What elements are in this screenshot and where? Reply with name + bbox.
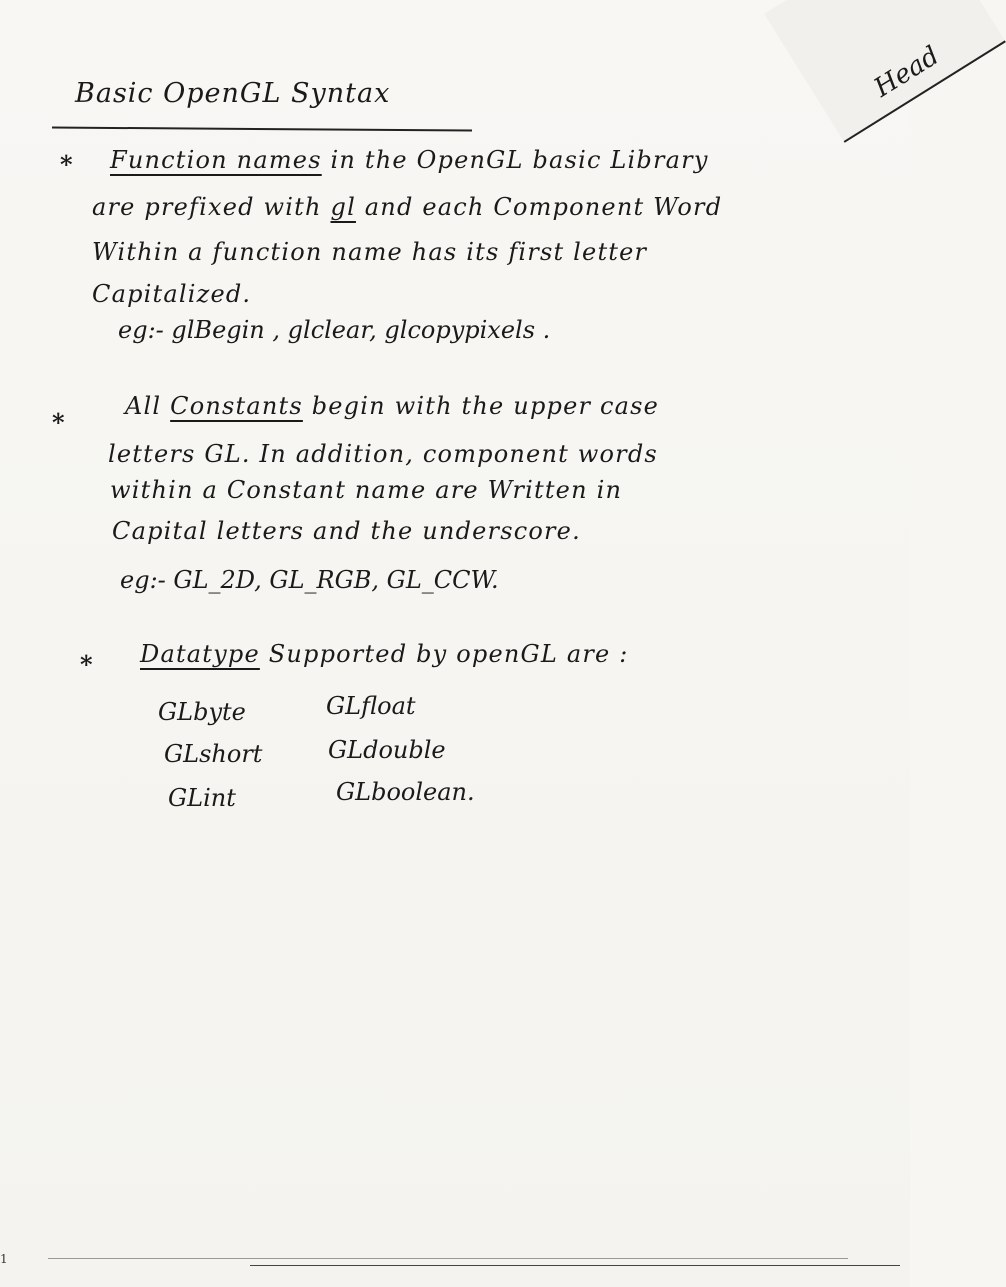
underlined-term: Constants [170, 392, 303, 420]
example-line: eg:- GL_2D, GL_RGB, GL_CCW. [120, 566, 499, 594]
note-line: Within a function name has its first letter [92, 238, 648, 266]
page-title: Basic OpenGL Syntax [75, 78, 391, 109]
note-line: Datatype Supported by openGL are : [140, 640, 629, 668]
corner-label: Head [869, 40, 945, 104]
note-line: All Constants begin with the upper case [125, 392, 660, 420]
title-underline [52, 127, 472, 132]
note-line: within a Constant name are Written in [110, 476, 623, 504]
note-line: Function names in the OpenGL basic Library [110, 146, 709, 174]
datatype-item: GLdouble [328, 736, 446, 764]
datatype-item: GLbyte [158, 698, 246, 726]
bullet-marker: * [80, 650, 93, 679]
datatype-item: GLshort [164, 740, 263, 768]
underlined-term: Function names [110, 146, 322, 174]
note-line: are prefixed with gl and each Component Word [92, 193, 723, 221]
bullet-marker: * [60, 150, 73, 179]
datatype-item: GLfloat [326, 692, 416, 720]
note-line: letters GL. In addition, component words [108, 440, 658, 468]
underlined-term: gl [330, 193, 356, 221]
bullet-marker: * [52, 408, 65, 437]
note-line: Capital letters and the underscore. [112, 517, 581, 545]
example-line: eg:- glBegin , glclear, glcopypixels . [118, 316, 551, 344]
underlined-term: Datatype [140, 640, 260, 668]
page-bottom-rule [250, 1265, 900, 1266]
page-corner-tab [764, 0, 1006, 143]
datatype-item: GLboolean. [336, 778, 475, 806]
page-bottom-rule [48, 1258, 848, 1259]
datatype-item: GLint [168, 784, 236, 812]
note-line: Capitalized. [92, 280, 252, 308]
edge-mark: 1 [0, 1252, 8, 1266]
